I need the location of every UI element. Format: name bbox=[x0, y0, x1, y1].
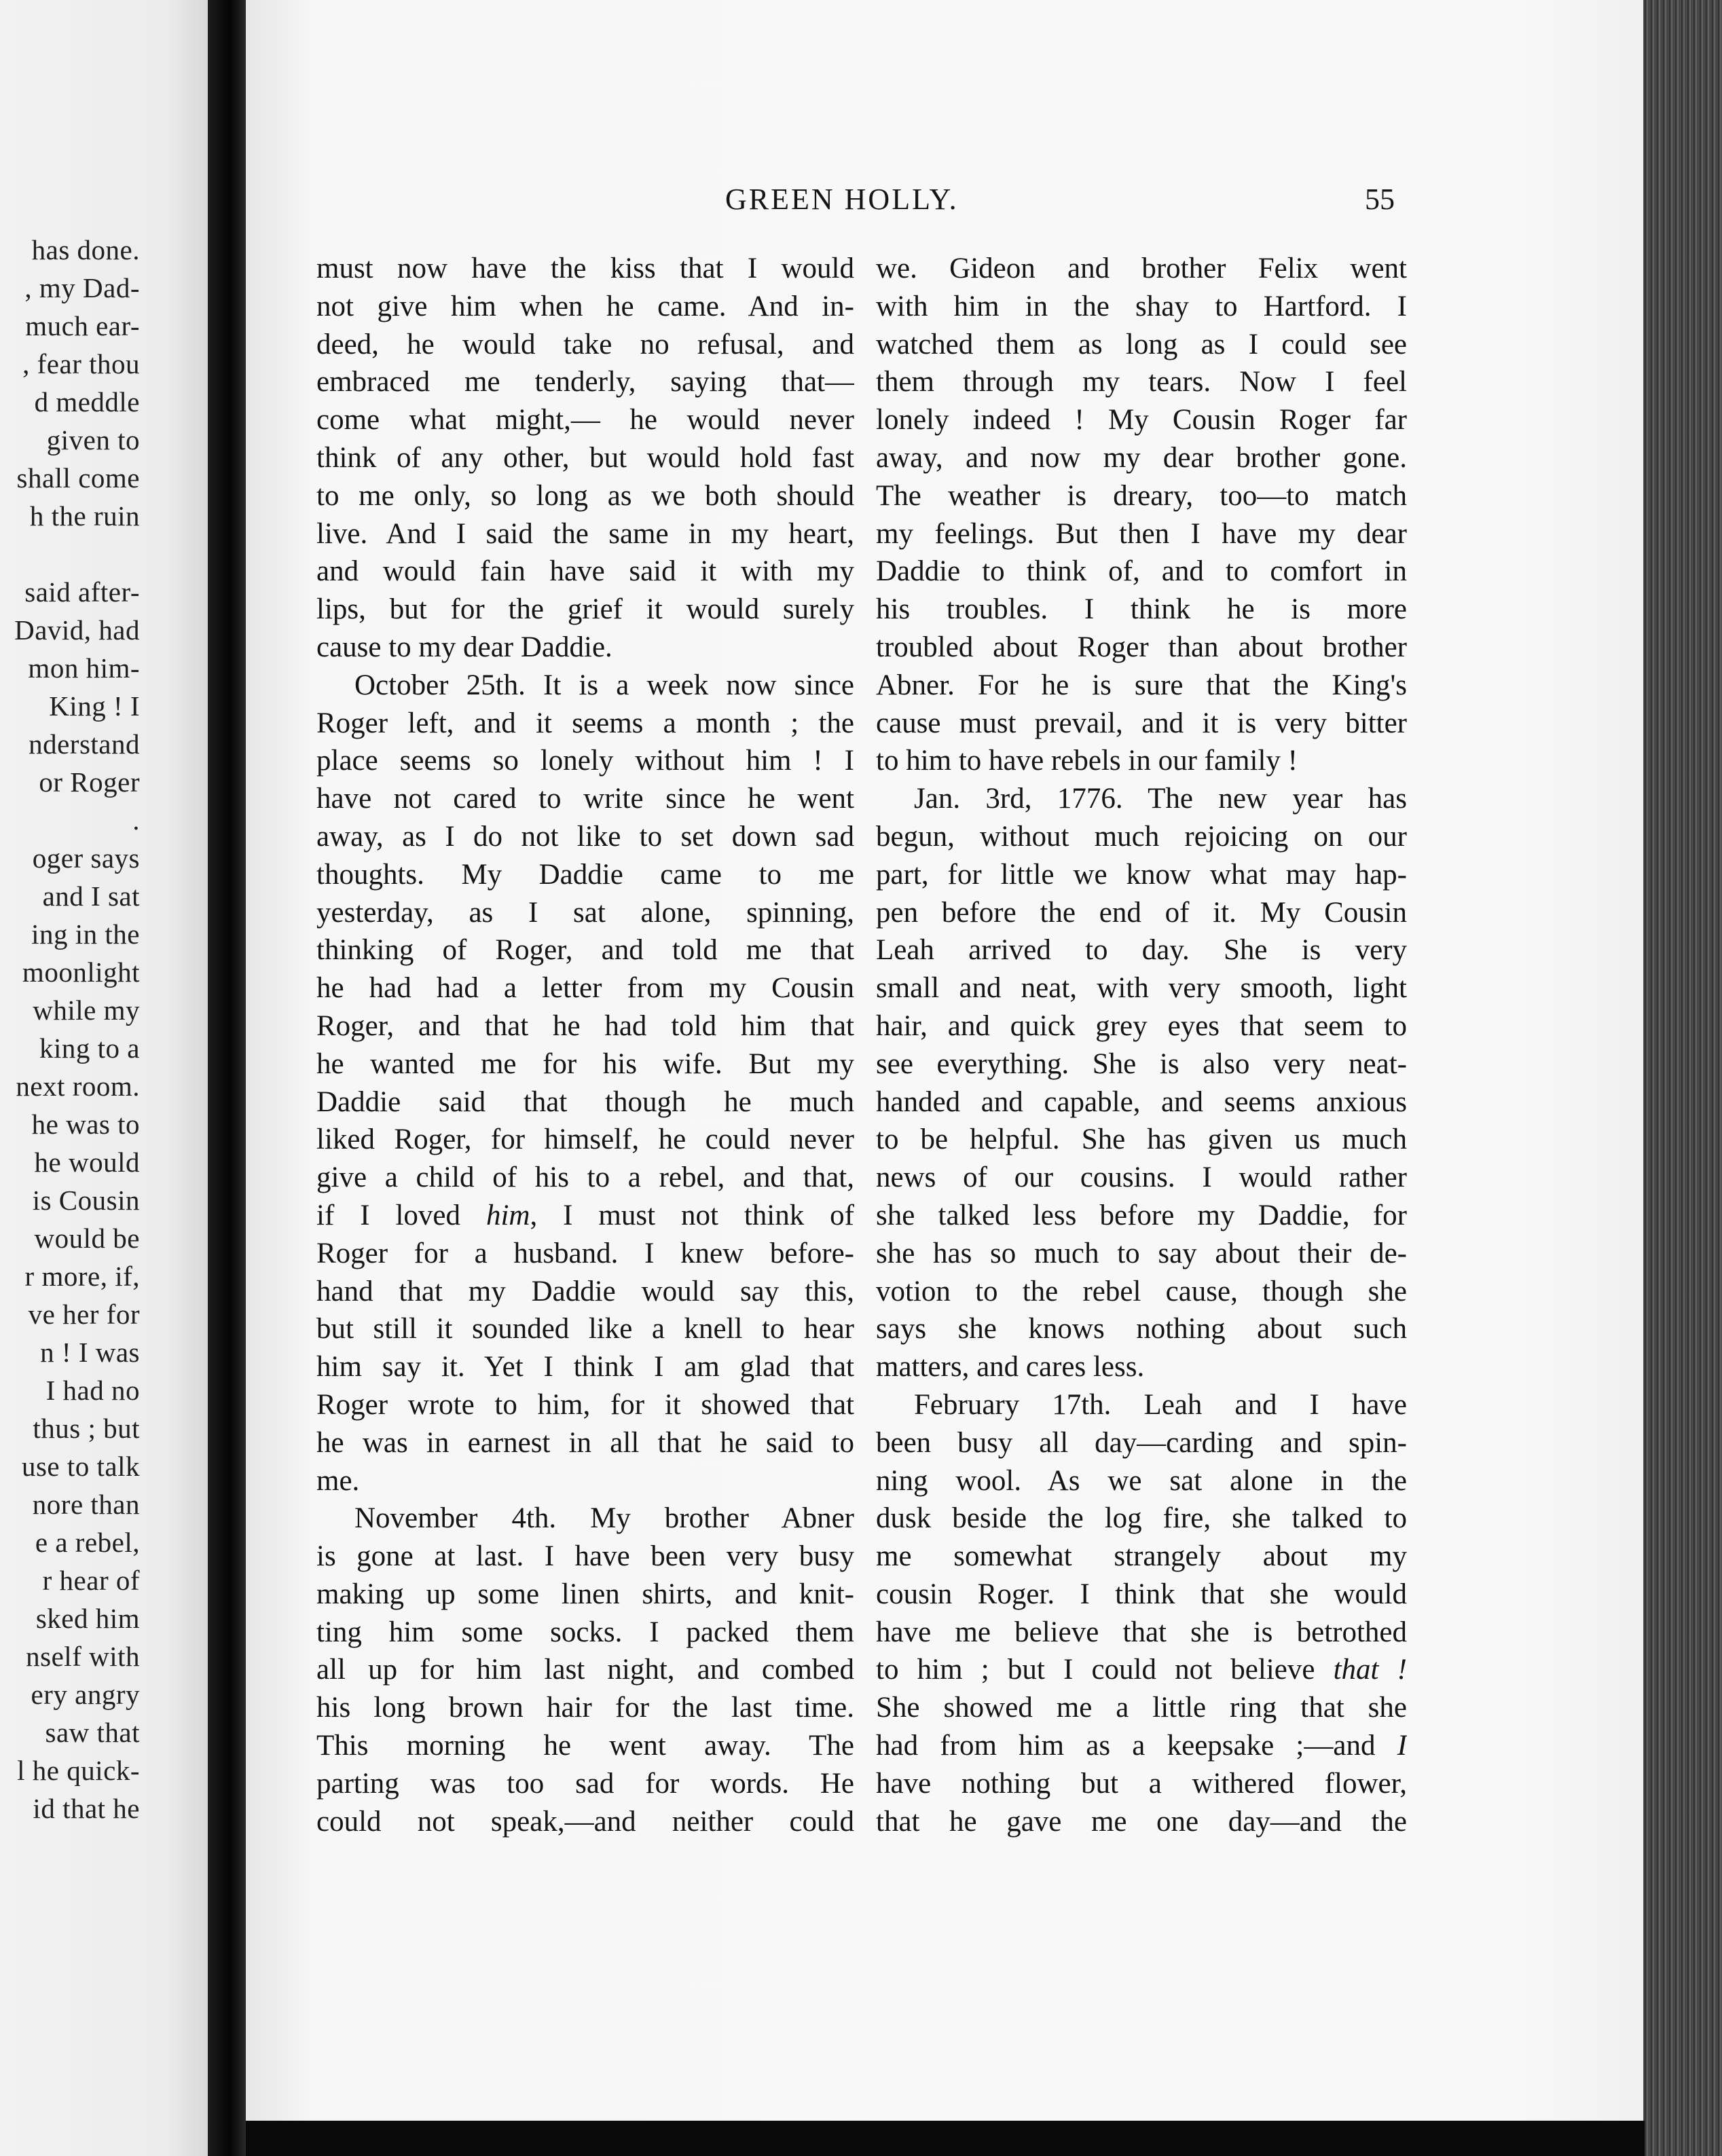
text-line: ning wool. As we sat alone in the bbox=[876, 1464, 1407, 1497]
facing-page-line: nderstand bbox=[29, 728, 140, 760]
facing-page-line: would be bbox=[34, 1223, 140, 1254]
facing-page-line: has done. bbox=[31, 234, 140, 265]
text-line: says she knows nothing about such bbox=[876, 1313, 1407, 1345]
text-line: his troubles. I think he is more bbox=[876, 593, 1407, 626]
text-line: dusk beside the log fire, she talked to bbox=[876, 1502, 1407, 1535]
facing-page-line: king to a bbox=[39, 1033, 140, 1064]
facing-page-line: he was to bbox=[31, 1109, 140, 1140]
text-line: that he gave me one day—and the bbox=[876, 1805, 1407, 1838]
text-line: cause to my dear Daddie. bbox=[316, 631, 612, 663]
text-line: handed and capable, and seems anxious bbox=[876, 1085, 1407, 1118]
text-line: have nothing but a withered flower, bbox=[876, 1767, 1407, 1800]
text-line: deed, he would take no refusal, and bbox=[316, 328, 854, 360]
text-line: give a child of his to a rebel, and that, bbox=[316, 1161, 854, 1194]
text-line: if I loved him, I must not think of bbox=[316, 1199, 854, 1231]
text-line: think of any other, but would hold fast bbox=[316, 441, 854, 474]
text-line: him say it. Yet I think I am glad that bbox=[316, 1351, 854, 1383]
text-line: them through my tears. Now I feel bbox=[876, 366, 1407, 398]
facing-page-line: moonlight bbox=[22, 956, 140, 988]
text-line: place seems so lonely without him ! I bbox=[316, 745, 854, 777]
text-line: part, for little we know what may hap- bbox=[876, 858, 1407, 891]
text-line: October 25th. It is a week now since bbox=[354, 669, 854, 701]
facing-page-line: saw that bbox=[45, 1717, 140, 1748]
text-line: Roger, and that he had told him that bbox=[316, 1009, 854, 1042]
text-line: ting him some socks. I packed them bbox=[316, 1616, 854, 1648]
text-line: me somewhat strangely about my bbox=[876, 1540, 1407, 1573]
facing-page-line: l he quick- bbox=[17, 1755, 140, 1786]
text-line: must now have the kiss that I would bbox=[316, 253, 854, 284]
facing-page-line: h the ruin bbox=[29, 500, 140, 532]
facing-page-line: and I sat bbox=[42, 880, 140, 912]
text-line: Jan. 3rd, 1776. The new year has bbox=[914, 783, 1407, 815]
text-line: troubled about Roger than about brother bbox=[876, 631, 1407, 663]
facing-page-line: use to talk bbox=[21, 1451, 140, 1482]
facing-page-line: r more, if, bbox=[24, 1261, 140, 1292]
text-line: This morning he went away. The bbox=[316, 1730, 854, 1762]
text-line: he wanted me for his wife. But my bbox=[316, 1047, 854, 1080]
facing-page-line bbox=[0, 535, 140, 573]
text-line: see everything. She is also very neat- bbox=[876, 1047, 1407, 1080]
text-line: news of our cousins. I would rather bbox=[876, 1161, 1407, 1194]
text-line: Abner. For he is sure that the King's bbox=[876, 669, 1407, 701]
text-line: hair, and quick grey eyes that seem to bbox=[876, 1009, 1407, 1042]
facing-page-line: id that he bbox=[33, 1793, 140, 1824]
facing-page-line: given to bbox=[46, 424, 140, 456]
text-column-left bbox=[316, 250, 854, 1840]
text-line: Daddie said that though he much bbox=[316, 1085, 854, 1118]
text-line: Roger wrote to him, for it showed that bbox=[316, 1388, 854, 1421]
text-line: Daddie to think of, and to comfort in bbox=[876, 555, 1407, 588]
text-line: away, as I do not like to set down sad bbox=[316, 820, 854, 853]
facing-page-line: or Roger bbox=[39, 766, 140, 798]
scan-border bbox=[246, 2121, 1645, 2156]
text-line: cousin Roger. I think that she would bbox=[876, 1578, 1407, 1610]
text-line: watched them as long as I could see bbox=[876, 328, 1407, 360]
facing-page-line: while my bbox=[33, 995, 140, 1026]
text-line: not give him when he came. And in- bbox=[316, 290, 854, 322]
facing-page-text bbox=[0, 231, 140, 1827]
text-line: come what might,— he would never bbox=[316, 404, 854, 436]
page-number: 55 bbox=[1365, 183, 1395, 216]
text-line: is gone at last. I have been very busy bbox=[316, 1540, 854, 1573]
text-line: matters, and cares less. bbox=[876, 1351, 1145, 1383]
facing-page-line: David, had bbox=[14, 614, 140, 646]
facing-page-line: nself with bbox=[26, 1641, 140, 1672]
text-line: thoughts. My Daddie came to me bbox=[316, 858, 854, 891]
text-line: with him in the shay to Hartford. I bbox=[876, 290, 1407, 322]
text-column-right bbox=[876, 250, 1407, 1840]
facing-page-line: thus ; but bbox=[33, 1413, 140, 1444]
text-line: lonely indeed ! My Cousin Roger far bbox=[876, 404, 1407, 436]
facing-page-line: d meddle bbox=[34, 386, 140, 417]
text-line: to be helpful. She has given us much bbox=[876, 1123, 1407, 1156]
text-line: we. Gideon and brother Felix went bbox=[876, 253, 1407, 284]
text-line: been busy all day—carding and spin- bbox=[876, 1426, 1407, 1459]
text-line: he was in earnest in all that he said to bbox=[316, 1426, 854, 1459]
text-line: November 4th. My brother Abner bbox=[354, 1502, 854, 1535]
text-line: pen before the end of it. My Cousin bbox=[876, 896, 1407, 929]
text-line: The weather is dreary, too—to match bbox=[876, 479, 1407, 512]
text-line: all up for him last night, and combed bbox=[316, 1654, 854, 1686]
text-line: embraced me tenderly, saying that— bbox=[316, 366, 854, 398]
text-line: Roger for a husband. I knew before- bbox=[316, 1237, 854, 1269]
facing-page-line: next room. bbox=[16, 1071, 140, 1102]
text-line: to him ; but I could not believe that ! bbox=[876, 1654, 1407, 1686]
text-line: hand that my Daddie would say this, bbox=[316, 1275, 854, 1307]
text-line: had from him as a keepsake ;—and I bbox=[876, 1730, 1407, 1762]
text-line: me. bbox=[316, 1464, 360, 1497]
facing-page-line: oger says bbox=[32, 842, 140, 874]
text-line: his long brown hair for the last time. bbox=[316, 1692, 854, 1724]
text-line: small and neat, with very smooth, light bbox=[876, 972, 1407, 1005]
text-line: votion to the rebel cause, though she bbox=[876, 1275, 1407, 1307]
text-line: he had had a letter from my Cousin bbox=[316, 972, 854, 1005]
page-edges bbox=[1643, 0, 1722, 2156]
text-line: she has so much to say about their de- bbox=[876, 1237, 1407, 1269]
text-line: and would fain have said it with my bbox=[316, 555, 854, 588]
text-line: Roger left, and it seems a month ; the bbox=[316, 707, 854, 739]
text-line: liked Roger, for himself, he could never bbox=[316, 1123, 854, 1156]
facing-page-fragment bbox=[0, 0, 208, 2156]
text-line: lips, but for the grief it would surely bbox=[316, 593, 854, 626]
facing-page-line: ery angry bbox=[31, 1679, 140, 1710]
text-line: to him to have rebels in our family ! bbox=[876, 745, 1298, 777]
facing-page-line: I had no bbox=[45, 1375, 140, 1406]
facing-page-line: e a rebel, bbox=[35, 1527, 140, 1558]
text-line: thinking of Roger, and told me that bbox=[316, 934, 854, 967]
facing-page-line: r hear of bbox=[42, 1565, 140, 1596]
text-line: cause must prevail, and it is very bitter bbox=[876, 707, 1407, 739]
text-line: my feelings. But then I have my dear bbox=[876, 517, 1407, 550]
facing-page-line: , fear thou bbox=[22, 348, 140, 379]
running-title: GREEN HOLLY. bbox=[725, 183, 959, 216]
facing-page-line: , my Dad- bbox=[24, 272, 140, 303]
text-line: to me only, so long as we both should bbox=[316, 479, 854, 512]
text-line: making up some linen shirts, and knit- bbox=[316, 1578, 854, 1610]
text-line: could not speak,—and neither could bbox=[316, 1805, 854, 1838]
facing-page-line: ve her for bbox=[28, 1299, 140, 1330]
text-line: yesterday, as I sat alone, spinning, bbox=[316, 896, 854, 929]
text-line: away, and now my dear brother gone. bbox=[876, 441, 1407, 474]
text-line: Leah arrived to day. She is very bbox=[876, 934, 1407, 967]
text-line: February 17th. Leah and I have bbox=[914, 1388, 1407, 1421]
facing-page-line: he would bbox=[34, 1147, 140, 1178]
text-line: have not cared to write since he went bbox=[316, 783, 854, 815]
facing-page-line: shall come bbox=[16, 462, 140, 494]
text-line: She showed me a little ring that she bbox=[876, 1692, 1407, 1724]
facing-page-line: much ear- bbox=[25, 310, 140, 341]
text-line: but still it sounded like a knell to hear bbox=[316, 1313, 854, 1345]
text-line: live. And I said the same in my heart, bbox=[316, 517, 854, 550]
facing-page-line: said after- bbox=[24, 576, 140, 608]
facing-page-line: nore than bbox=[32, 1489, 140, 1520]
facing-page-line: . bbox=[132, 804, 140, 836]
text-line: she talked less before my Daddie, for bbox=[876, 1199, 1407, 1231]
facing-page-line: mon him- bbox=[28, 652, 140, 684]
facing-page-line: ing in the bbox=[31, 918, 140, 950]
facing-page-line: n ! I was bbox=[40, 1337, 140, 1368]
facing-page-line: King ! I bbox=[49, 690, 140, 722]
facing-page-line: is Cousin bbox=[32, 1185, 140, 1216]
text-line: begun, without much rejoicing on our bbox=[876, 820, 1407, 853]
text-line: parting was too sad for words. He bbox=[316, 1767, 854, 1800]
text-line: have me believe that she is betrothed bbox=[876, 1616, 1407, 1648]
facing-page-line: sked him bbox=[35, 1603, 140, 1634]
book-gutter bbox=[208, 0, 246, 2156]
